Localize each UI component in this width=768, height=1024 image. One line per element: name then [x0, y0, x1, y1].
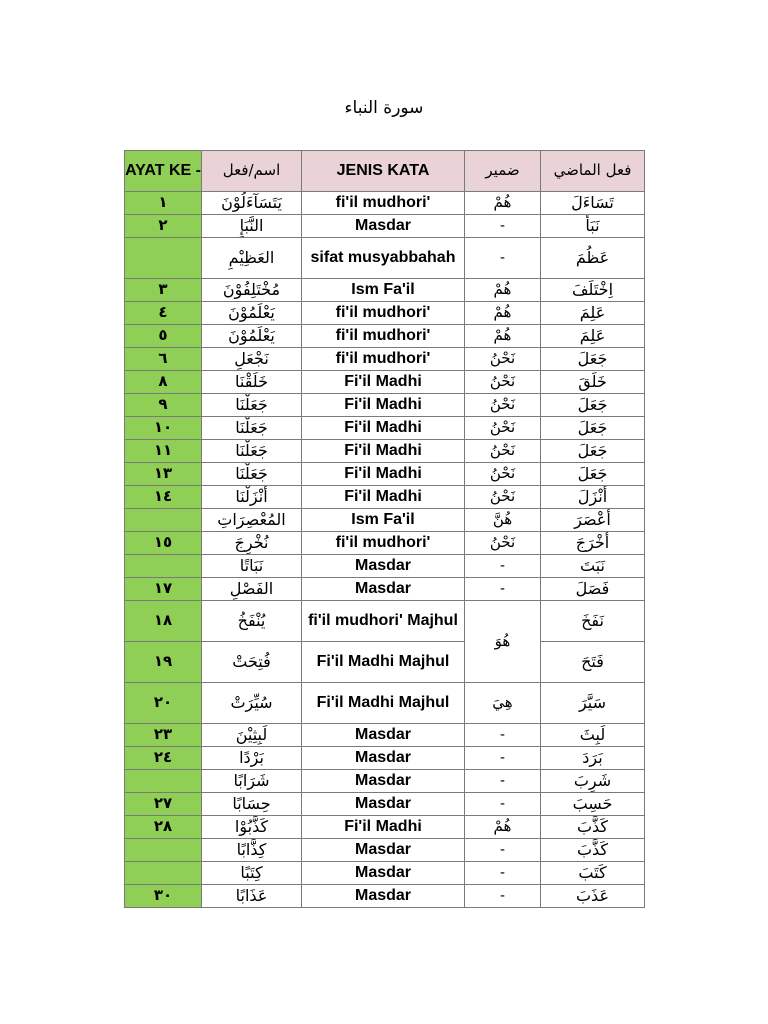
jenis-kata-cell: Masdar: [302, 793, 465, 816]
header-ism-fiil: اسم/فعل: [202, 151, 302, 192]
ayat-number-cell: ١٠: [125, 417, 202, 440]
dhamir-cell: هُنَّ: [465, 509, 541, 532]
dhamir-cell: نَحْنُ: [465, 532, 541, 555]
word-cell: نُخْرِجَ: [202, 532, 302, 555]
ayat-number-cell: ٥: [125, 325, 202, 348]
fiil-madi-cell: حَسِبَ: [541, 793, 645, 816]
fiil-madi-cell: سَيَّرَ: [541, 683, 645, 724]
word-cell: يُنْفَخُ: [202, 601, 302, 642]
table-row: [125, 417, 645, 440]
table-row: [125, 486, 645, 509]
jenis-kata-cell: Fi'il Madhi Majhul: [302, 642, 465, 683]
jenis-kata-cell: fi'il mudhori': [302, 302, 465, 325]
table-row: [125, 394, 645, 417]
dhamir-cell: هُمْ: [465, 279, 541, 302]
fiil-madi-cell: فَصَلَ: [541, 578, 645, 601]
jenis-kata-cell: Masdar: [302, 215, 465, 238]
ayat-number-cell: [125, 238, 202, 279]
ayat-number-cell: [125, 770, 202, 793]
ayat-number-cell: ٤: [125, 302, 202, 325]
word-cell: مُخْتَلِفُوْنَ: [202, 279, 302, 302]
ayat-number-cell: ٢٨: [125, 816, 202, 839]
fiil-madi-cell: أَنْزَلَ: [541, 486, 645, 509]
dhamir-cell: نَحْنُ: [465, 371, 541, 394]
ayat-number-cell: ٩: [125, 394, 202, 417]
word-cell: فُتِحَتْ: [202, 642, 302, 683]
table-row: [125, 555, 645, 578]
table-row: [125, 770, 645, 793]
jenis-kata-cell: Masdar: [302, 555, 465, 578]
table-row: [125, 192, 645, 215]
jenis-kata-cell: sifat musyabbahah: [302, 238, 465, 279]
word-cell: النَّبَإِ: [202, 215, 302, 238]
table-row: [125, 793, 645, 816]
dhamir-cell: هُمْ: [465, 192, 541, 215]
jenis-kata-cell: Fi'il Madhi: [302, 463, 465, 486]
ayat-number-cell: ١٣: [125, 463, 202, 486]
table-row: [125, 683, 645, 724]
dhamir-cell: هُمْ: [465, 816, 541, 839]
word-cell: عَذَابًا: [202, 885, 302, 908]
jenis-kata-cell: Masdar: [302, 747, 465, 770]
word-cell: العَظِيْمِ: [202, 238, 302, 279]
jenis-kata-cell: fi'il mudhori' Majhul: [302, 601, 465, 642]
dhamir-cell: -: [465, 238, 541, 279]
jenis-kata-cell: fi'il mudhori': [302, 532, 465, 555]
jenis-kata-cell: Fi'il Madhi: [302, 440, 465, 463]
fiil-madi-cell: اِخْتَلَفَ: [541, 279, 645, 302]
table-row: [125, 642, 645, 683]
fiil-madi-cell: كَذَّبَ: [541, 839, 645, 862]
ayat-number-cell: ١: [125, 192, 202, 215]
ayat-number-cell: ٢٧: [125, 793, 202, 816]
table-row: [125, 348, 645, 371]
word-cell: نَجْعَلِ: [202, 348, 302, 371]
word-cell: جَعَلْنَا: [202, 440, 302, 463]
word-cell: جَعَلْنَا: [202, 463, 302, 486]
dhamir-cell: -: [465, 770, 541, 793]
fiil-madi-cell: كَتَبَ: [541, 862, 645, 885]
word-cell: كَذَّبُوْا: [202, 816, 302, 839]
dhamir-cell: نَحْنُ: [465, 417, 541, 440]
ayat-number-cell: ١٩: [125, 642, 202, 683]
fiil-madi-cell: فَتَحَ: [541, 642, 645, 683]
dhamir-cell: نَحْنُ: [465, 463, 541, 486]
header-dhamir: ضمير: [465, 151, 541, 192]
ayat-number-cell: [125, 862, 202, 885]
jenis-kata-cell: Ism Fa'il: [302, 279, 465, 302]
dhamir-cell: نَحْنُ: [465, 486, 541, 509]
ayat-number-cell: [125, 839, 202, 862]
word-cell: خَلَقْنَا: [202, 371, 302, 394]
dhamir-cell: نَحْنُ: [465, 440, 541, 463]
table-row: [125, 463, 645, 486]
fiil-madi-cell: جَعَلَ: [541, 348, 645, 371]
header-jenis-kata: JENIS KATA: [302, 151, 465, 192]
table-row: [125, 862, 645, 885]
word-cell: جَعَلْنَا: [202, 417, 302, 440]
jenis-kata-cell: Fi'il Madhi: [302, 486, 465, 509]
ayat-number-cell: ٢: [125, 215, 202, 238]
jenis-kata-cell: Masdar: [302, 770, 465, 793]
table-header-row: [125, 151, 645, 192]
fiil-madi-cell: بَرَدَ: [541, 747, 645, 770]
fiil-madi-cell: نَبَتَ: [541, 555, 645, 578]
fiil-madi-cell: خَلَقَ: [541, 371, 645, 394]
ayat-number-cell: ٢٤: [125, 747, 202, 770]
fiil-madi-cell: أَعْصَرَ: [541, 509, 645, 532]
word-cell: بَرْدًا: [202, 747, 302, 770]
jenis-kata-cell: Masdar: [302, 839, 465, 862]
table-row: [125, 578, 645, 601]
jenis-kata-cell: Fi'il Madhi: [302, 394, 465, 417]
word-analysis-table: [124, 150, 645, 908]
word-cell: أَنْزَلْنَا: [202, 486, 302, 509]
table-row: [125, 238, 645, 279]
word-cell: حِسَابًا: [202, 793, 302, 816]
ayat-number-cell: ١٥: [125, 532, 202, 555]
word-cell: جَعَلْنَا: [202, 394, 302, 417]
ayat-number-cell: [125, 509, 202, 532]
table-row: [125, 724, 645, 747]
fiil-madi-cell: نَبَأَ: [541, 215, 645, 238]
jenis-kata-cell: Masdar: [302, 885, 465, 908]
dhamir-cell: -: [465, 724, 541, 747]
dhamir-cell: -: [465, 578, 541, 601]
table-row: [125, 839, 645, 862]
fiil-madi-cell: أَخْرَجَ: [541, 532, 645, 555]
jenis-kata-cell: Fi'il Madhi: [302, 417, 465, 440]
fiil-madi-cell: نَفَخَ: [541, 601, 645, 642]
fiil-madi-cell: جَعَلَ: [541, 417, 645, 440]
table-row: [125, 532, 645, 555]
fiil-madi-cell: لَبِثَ: [541, 724, 645, 747]
table-row: [125, 279, 645, 302]
table-row: [125, 215, 645, 238]
ayat-number-cell: ٨: [125, 371, 202, 394]
table-row: [125, 371, 645, 394]
dhamir-cell: هِيَ: [465, 683, 541, 724]
word-cell: يَعْلَمُوْنَ: [202, 302, 302, 325]
table-row: [125, 325, 645, 348]
ayat-number-cell: ١٤: [125, 486, 202, 509]
fiil-madi-cell: جَعَلَ: [541, 463, 645, 486]
fiil-madi-cell: عَظُمَ: [541, 238, 645, 279]
word-cell: لَبِثِيْنَ: [202, 724, 302, 747]
word-cell: المُعْصِرَاتِ: [202, 509, 302, 532]
word-cell: كِتَبًا: [202, 862, 302, 885]
ayat-number-cell: ١٧: [125, 578, 202, 601]
dhamir-cell: -: [465, 862, 541, 885]
header-ayat: AYAT KE -: [125, 151, 202, 192]
fiil-madi-cell: عَذَبَ: [541, 885, 645, 908]
fiil-madi-cell: جَعَلَ: [541, 394, 645, 417]
dhamir-cell: هُوَ: [465, 601, 541, 683]
word-cell: سُيِّرَتْ: [202, 683, 302, 724]
ayat-number-cell: ١١: [125, 440, 202, 463]
ayat-number-cell: ٣: [125, 279, 202, 302]
table-row: [125, 747, 645, 770]
dhamir-cell: -: [465, 555, 541, 578]
fiil-madi-cell: تَسَاءَلَ: [541, 192, 645, 215]
word-cell: الفَصْلِ: [202, 578, 302, 601]
ayat-number-cell: ١٨: [125, 601, 202, 642]
jenis-kata-cell: Ism Fa'il: [302, 509, 465, 532]
jenis-kata-cell: Masdar: [302, 862, 465, 885]
page-title: سورة النباء: [344, 98, 424, 118]
dhamir-cell: -: [465, 885, 541, 908]
ayat-number-cell: ٦: [125, 348, 202, 371]
header-fiil-madi: فعل الماضي: [541, 151, 645, 192]
dhamir-cell: -: [465, 839, 541, 862]
jenis-kata-cell: Fi'il Madhi: [302, 371, 465, 394]
jenis-kata-cell: Fi'il Madhi: [302, 816, 465, 839]
word-cell: شَرَابًا: [202, 770, 302, 793]
table-row: [125, 509, 645, 532]
table-row: [125, 601, 645, 642]
word-cell: نَبَاتًا: [202, 555, 302, 578]
ayat-number-cell: ٣٠: [125, 885, 202, 908]
dhamir-cell: هُمْ: [465, 325, 541, 348]
ayat-number-cell: [125, 555, 202, 578]
table-row: [125, 885, 645, 908]
fiil-madi-cell: شَرِبَ: [541, 770, 645, 793]
dhamir-cell: -: [465, 747, 541, 770]
fiil-madi-cell: جَعَلَ: [541, 440, 645, 463]
word-cell: يَتَسَآءَلُوْنَ: [202, 192, 302, 215]
jenis-kata-cell: fi'il mudhori': [302, 348, 465, 371]
word-cell: كِذَّابًا: [202, 839, 302, 862]
table-row: [125, 440, 645, 463]
table-row: [125, 302, 645, 325]
dhamir-cell: نَحْنُ: [465, 348, 541, 371]
jenis-kata-cell: Fi'il Madhi Majhul: [302, 683, 465, 724]
jenis-kata-cell: Masdar: [302, 724, 465, 747]
fiil-madi-cell: عَلِمَ: [541, 325, 645, 348]
jenis-kata-cell: fi'il mudhori': [302, 192, 465, 215]
jenis-kata-cell: Masdar: [302, 578, 465, 601]
ayat-number-cell: ٢٣: [125, 724, 202, 747]
table-row: [125, 816, 645, 839]
word-cell: يَعْلَمُوْنَ: [202, 325, 302, 348]
dhamir-cell: -: [465, 793, 541, 816]
fiil-madi-cell: عَلِمَ: [541, 302, 645, 325]
dhamir-cell: -: [465, 215, 541, 238]
dhamir-cell: هُمْ: [465, 302, 541, 325]
ayat-number-cell: ٢٠: [125, 683, 202, 724]
dhamir-cell: نَحْنُ: [465, 394, 541, 417]
fiil-madi-cell: كَذَّبَ: [541, 816, 645, 839]
jenis-kata-cell: fi'il mudhori': [302, 325, 465, 348]
